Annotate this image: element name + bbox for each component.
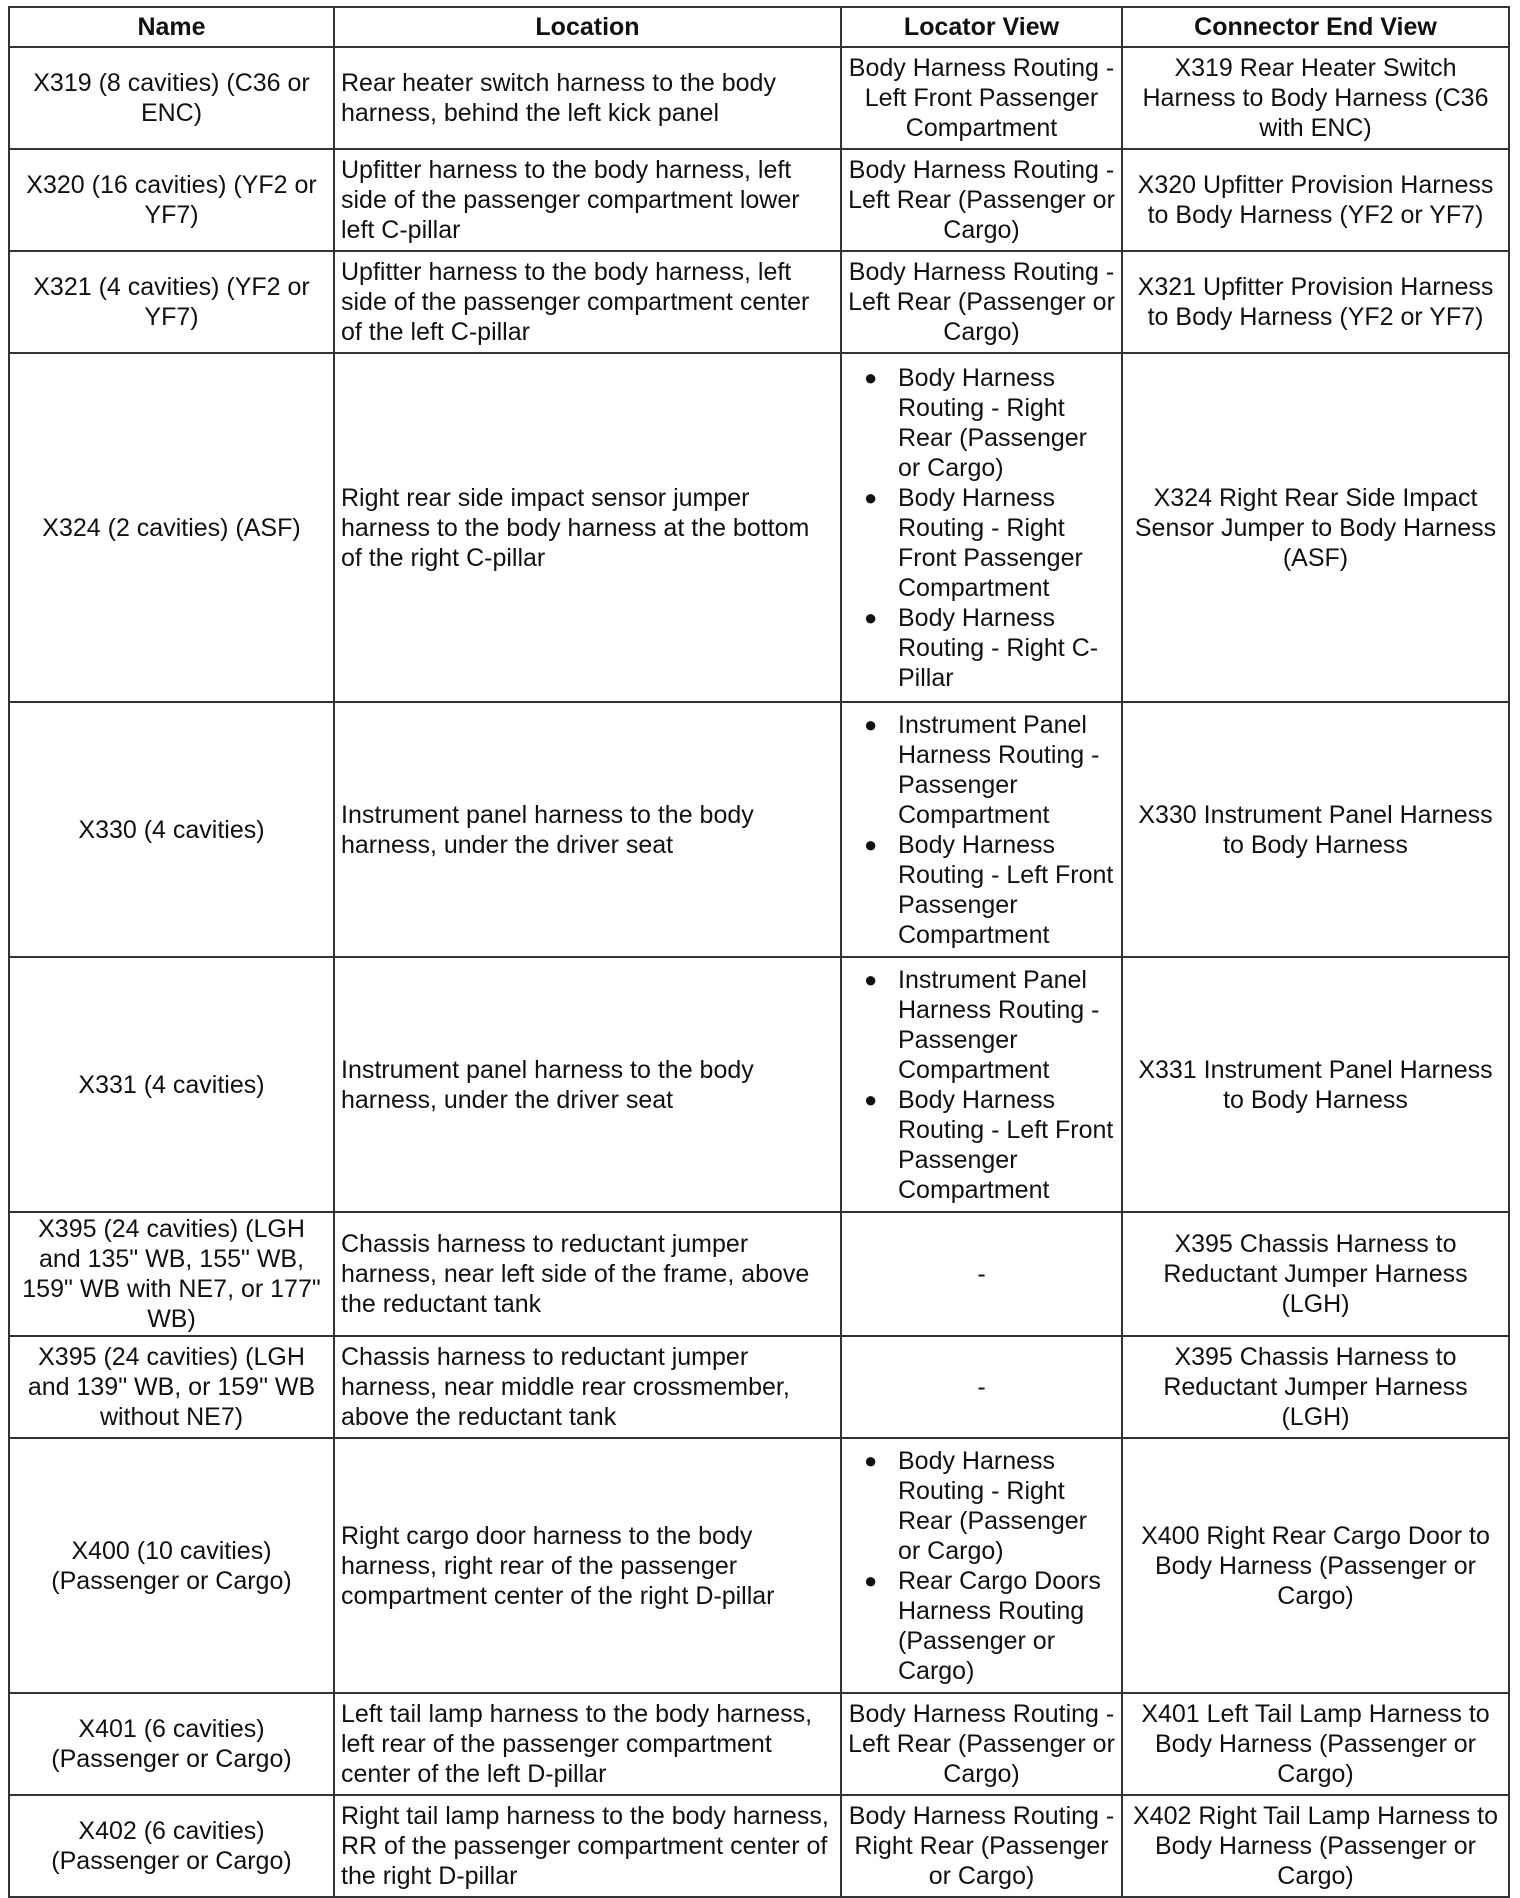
cell-location: Right cargo door harness to the body harness, right rear of the passenger compartment center of the right D-pillar bbox=[334, 1438, 841, 1693]
cell-connector-end-view: X324 Right Rear Side Impact Sensor Jumper to Body Harness (ASF) bbox=[1122, 353, 1509, 702]
header-locator-view: Locator View bbox=[841, 7, 1122, 47]
locator-list bbox=[848, 1446, 1115, 1686]
locator-list-item: ● Body Harness Routing - Left Front Passenger Compartment bbox=[898, 1085, 1115, 1205]
cell-name: X395 (24 cavities) (LGH and 139" WB, or 159" WB without NE7) bbox=[9, 1336, 334, 1438]
table-row bbox=[9, 702, 1509, 957]
table-row bbox=[9, 1693, 1509, 1795]
cell-connector-end-view: X401 Left Tail Lamp Harness to Body Harness (Passenger or Cargo) bbox=[1122, 1693, 1509, 1795]
table-row bbox=[9, 251, 1509, 353]
locator-list-item: ● Body Harness Routing - Left Front Passenger Compartment bbox=[898, 830, 1115, 950]
cell-connector-end-view: X402 Right Tail Lamp Harness to Body Harness (Passenger or Cargo) bbox=[1122, 1795, 1509, 1897]
table-row bbox=[9, 1212, 1509, 1336]
cell-name: X330 (4 cavities) bbox=[9, 702, 334, 957]
header-location: Location bbox=[334, 7, 841, 47]
table-row bbox=[9, 149, 1509, 251]
cell-location: Right rear side impact sensor jumper harness to the body harness at the bottom of the right C-pillar bbox=[334, 353, 841, 702]
cell-location: Rear heater switch harness to the body harness, behind the left kick panel bbox=[334, 47, 841, 149]
cell-locator-view: Body Harness Routing - Left Rear (Passenger or Cargo) bbox=[841, 1693, 1122, 1795]
table-body bbox=[9, 47, 1509, 1897]
cell-name: X401 (6 cavities) (Passenger or Cargo) bbox=[9, 1693, 334, 1795]
cell-location: Upfitter harness to the body harness, left side of the passenger compartment center of the left C-pillar bbox=[334, 251, 841, 353]
cell-locator-view: Body Harness Routing - Left Front Passenger Compartment bbox=[841, 47, 1122, 149]
header-name: Name bbox=[9, 7, 334, 47]
cell-connector-end-view: X395 Chassis Harness to Reductant Jumper Harness (LGH) bbox=[1122, 1212, 1509, 1336]
locator-list-item: ● Body Harness Routing - Right Front Passenger Compartment bbox=[898, 483, 1115, 603]
locator-list-item: ● Rear Cargo Doors Harness Routing (Passenger or Cargo) bbox=[898, 1566, 1115, 1686]
table-header bbox=[9, 7, 1509, 47]
table-row bbox=[9, 1336, 1509, 1438]
cell-connector-end-view: X319 Rear Heater Switch Harness to Body Harness (C36 with ENC) bbox=[1122, 47, 1509, 149]
locator-list bbox=[848, 363, 1115, 693]
cell-locator-view bbox=[841, 353, 1122, 702]
cell-connector-end-view: X330 Instrument Panel Harness to Body Harness bbox=[1122, 702, 1509, 957]
cell-connector-end-view: X320 Upfitter Provision Harness to Body Harness (YF2 or YF7) bbox=[1122, 149, 1509, 251]
locator-list bbox=[848, 965, 1115, 1205]
cell-location: Chassis harness to reductant jumper harness, near left side of the frame, above the reductant tank bbox=[334, 1212, 841, 1336]
cell-name: X331 (4 cavities) bbox=[9, 957, 334, 1212]
cell-locator-view: Body Harness Routing - Left Rear (Passenger or Cargo) bbox=[841, 149, 1122, 251]
cell-name: X320 (16 cavities) (YF2 or YF7) bbox=[9, 149, 334, 251]
cell-locator-view bbox=[841, 702, 1122, 957]
table-row bbox=[9, 957, 1509, 1212]
locator-list-item: ● Body Harness Routing - Right C-Pillar bbox=[898, 603, 1115, 693]
connector-table bbox=[8, 6, 1510, 1898]
locator-list bbox=[848, 710, 1115, 950]
cell-locator-view: Body Harness Routing - Right Rear (Passenger or Cargo) bbox=[841, 1795, 1122, 1897]
cell-locator-view: Body Harness Routing - Left Rear (Passenger or Cargo) bbox=[841, 251, 1122, 353]
cell-name: X324 (2 cavities) (ASF) bbox=[9, 353, 334, 702]
cell-name: X319 (8 cavities) (C36 or ENC) bbox=[9, 47, 334, 149]
cell-location: Upfitter harness to the body harness, left side of the passenger compartment lower left C-pillar bbox=[334, 149, 841, 251]
header-row bbox=[9, 7, 1509, 47]
cell-location: Chassis harness to reductant jumper harness, near middle rear crossmember, above the reductant tank bbox=[334, 1336, 841, 1438]
locator-list-item: ● Instrument Panel Harness Routing - Passenger Compartment bbox=[898, 965, 1115, 1085]
cell-locator-view bbox=[841, 957, 1122, 1212]
locator-list-item: ● Body Harness Routing - Right Rear (Passenger or Cargo) bbox=[898, 363, 1115, 483]
cell-connector-end-view: X331 Instrument Panel Harness to Body Harness bbox=[1122, 957, 1509, 1212]
cell-location: Left tail lamp harness to the body harness, left rear of the passenger compartment center of the left D-pillar bbox=[334, 1693, 841, 1795]
locator-list-item: ● Body Harness Routing - Right Rear (Passenger or Cargo) bbox=[898, 1446, 1115, 1566]
cell-connector-end-view: X400 Right Rear Cargo Door to Body Harness (Passenger or Cargo) bbox=[1122, 1438, 1509, 1693]
cell-name: X321 (4 cavities) (YF2 or YF7) bbox=[9, 251, 334, 353]
cell-connector-end-view: X395 Chassis Harness to Reductant Jumper Harness (LGH) bbox=[1122, 1336, 1509, 1438]
cell-locator-view: - bbox=[841, 1212, 1122, 1336]
cell-location: Instrument panel harness to the body harness, under the driver seat bbox=[334, 957, 841, 1212]
cell-name: X400 (10 cavities) (Passenger or Cargo) bbox=[9, 1438, 334, 1693]
header-connector-end-view: Connector End View bbox=[1122, 7, 1509, 47]
cell-locator-view: - bbox=[841, 1336, 1122, 1438]
cell-connector-end-view: X321 Upfitter Provision Harness to Body Harness (YF2 or YF7) bbox=[1122, 251, 1509, 353]
table-row bbox=[9, 353, 1509, 702]
cell-name: X402 (6 cavities) (Passenger or Cargo) bbox=[9, 1795, 334, 1897]
table-row bbox=[9, 1438, 1509, 1693]
cell-location: Right tail lamp harness to the body harness, RR of the passenger compartment center of the right D-pillar bbox=[334, 1795, 841, 1897]
locator-list-item: ● Instrument Panel Harness Routing - Passenger Compartment bbox=[898, 710, 1115, 830]
cell-name: X395 (24 cavities) (LGH and 135" WB, 155" WB, 159" WB with NE7, or 177" WB) bbox=[9, 1212, 334, 1336]
cell-location: Instrument panel harness to the body harness, under the driver seat bbox=[334, 702, 841, 957]
table-row bbox=[9, 47, 1509, 149]
cell-locator-view bbox=[841, 1438, 1122, 1693]
table-row bbox=[9, 1795, 1509, 1897]
